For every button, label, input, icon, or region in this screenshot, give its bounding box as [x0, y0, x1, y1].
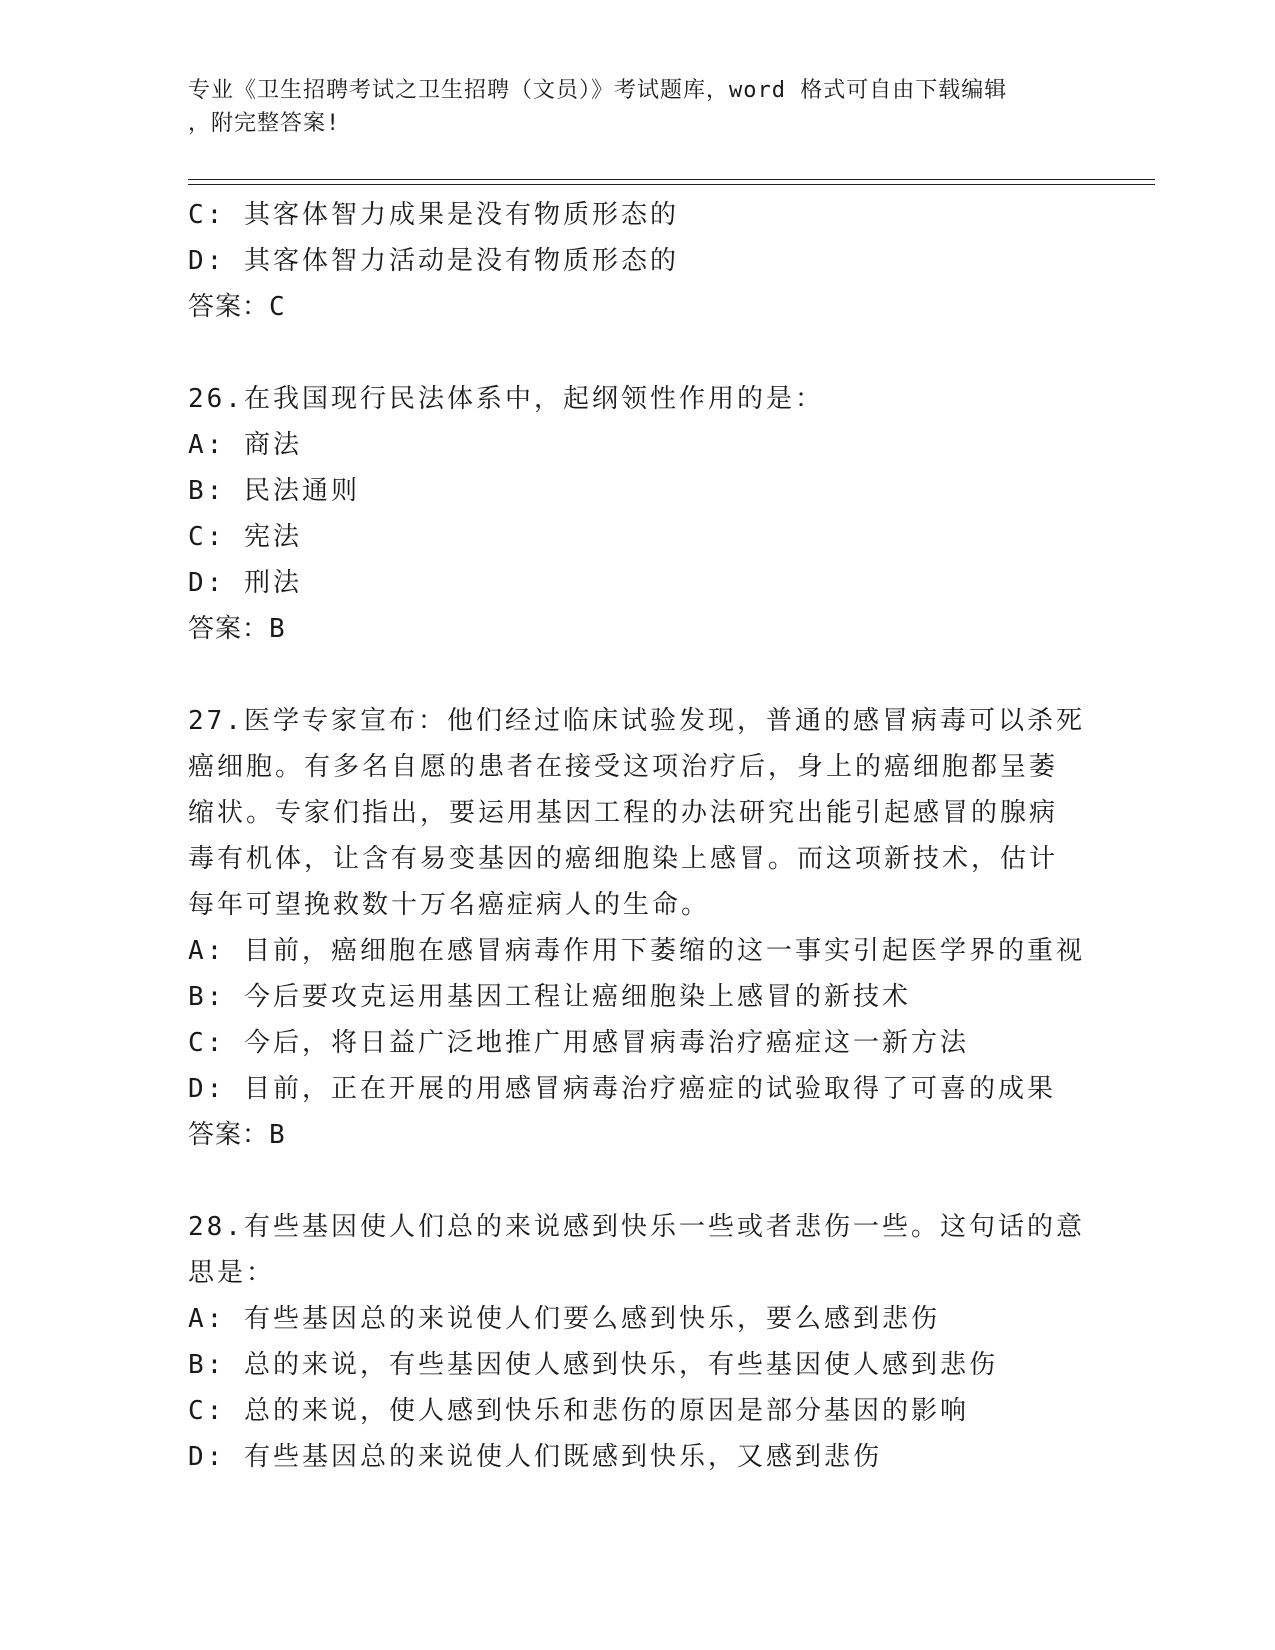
question-spacer — [188, 1158, 1088, 1204]
answer-line: 答案：B — [188, 614, 286, 644]
option-a: A: 有些基因总的来说使人们要么感到快乐，要么感到悲伤 — [188, 1304, 940, 1334]
question-stem-line: 缩状。专家们指出，要运用基因工程的办法研究出能引起感冒的腺病 — [188, 798, 1059, 828]
header-divider-top — [188, 179, 1155, 180]
question-stem-line: 思是： — [188, 1258, 276, 1288]
question-25-tail — [188, 192, 1088, 330]
question-list — [188, 192, 1088, 1480]
option-c: C: 其客体智力成果是没有物质形态的 — [188, 200, 679, 230]
question-stem-line: 毒有机体，让含有易变基因的癌细胞染上感冒。而这项新技术，估计 — [188, 844, 1059, 874]
option-a: A: 目前，癌细胞在感冒病毒作用下萎缩的这一事实引起医学界的重视 — [188, 936, 1085, 966]
option-a: A: 商法 — [188, 430, 302, 460]
option-b: B: 民法通则 — [188, 476, 360, 506]
question-stem-line: 每年可望挽救数十万名癌症病人的生命。 — [188, 890, 711, 920]
question-26 — [188, 376, 1088, 652]
header-line-2: ，附完整答案! — [188, 111, 341, 136]
answer-line: 答案：C — [188, 292, 286, 322]
question-spacer — [188, 330, 1088, 376]
question-stem-line: 癌细胞。有多名自愿的患者在接受这项治疗后，身上的癌细胞都呈萎 — [188, 752, 1059, 782]
header-divider-bottom — [188, 184, 1155, 185]
option-c: C: 总的来说，使人感到快乐和悲伤的原因是部分基因的影响 — [188, 1396, 969, 1426]
answer-line: 答案：B — [188, 1120, 286, 1150]
question-stem: 26.在我国现行民法体系中，起纲领性作用的是： — [188, 384, 824, 414]
option-d: D: 有些基因总的来说使人们既感到快乐，又感到悲伤 — [188, 1442, 882, 1472]
option-d: D: 目前，正在开展的用感冒病毒治疗癌症的试验取得了可喜的成果 — [188, 1074, 1056, 1104]
option-d: D: 刑法 — [188, 568, 302, 598]
question-27 — [188, 698, 1088, 1158]
question-stem-line: 28.有些基因使人们总的来说感到快乐一些或者悲伤一些。这句话的意 — [188, 1212, 1085, 1242]
document-header — [188, 74, 1088, 140]
option-b: B: 今后要攻克运用基因工程让癌细胞染上感冒的新技术 — [188, 982, 911, 1012]
question-spacer — [188, 652, 1088, 698]
option-c: C: 宪法 — [188, 522, 302, 552]
option-b: B: 总的来说，有些基因使人感到快乐，有些基因使人感到悲伤 — [188, 1350, 998, 1380]
question-stem-line: 27.医学专家宣布：他们经过临床试验发现，普通的感冒病毒可以杀死 — [188, 706, 1085, 736]
option-d: D: 其客体智力活动是没有物质形态的 — [188, 246, 679, 276]
option-c: C: 今后，将日益广泛地推广用感冒病毒治疗癌症这一新方法 — [188, 1028, 969, 1058]
question-28 — [188, 1204, 1088, 1480]
header-line-1: 专业《卫生招聘考试之卫生招聘（文员）》考试题库，word 格式可自由下载编辑 — [188, 78, 1008, 103]
